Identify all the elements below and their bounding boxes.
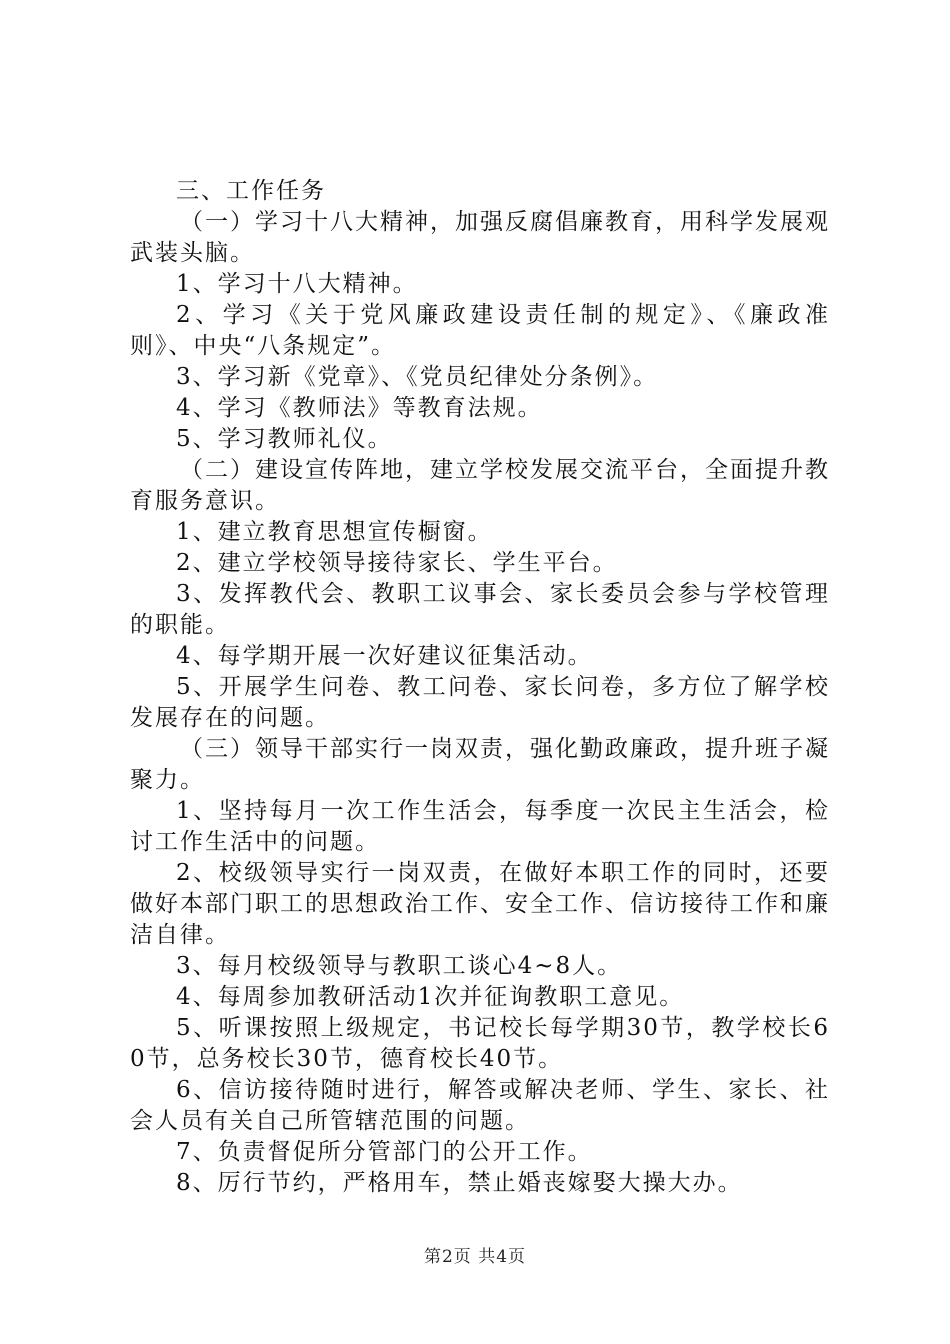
paragraph: 3、发挥教代会、教职工议事会、家长委员会参与学校管理的职能。 (130, 581, 830, 638)
paragraph: 三、工作任务 (176, 178, 326, 204)
paragraph: 2、建立学校领导接待家长、学生平台。 (176, 550, 618, 576)
paragraph: 1、学习十八大精神。 (176, 271, 418, 297)
paragraph: （二）建设宣传阵地，建立学校发展交流平台，全面提升教育服务意识。 (130, 457, 830, 514)
paragraph: 1、坚持每月一次工作生活会，每季度一次民主生活会，检讨工作生活中的问题。 (130, 798, 830, 855)
paragraph: 2、校级领导实行一岗双责，在做好本职工作的同时，还要做好本部门职工的思想政治工作、安全工作、信访接待工作和廉洁自律。 (130, 860, 830, 948)
paragraph: 8、厉行节约，严格用车，禁止婚丧嫁娶大操大办。 (176, 1170, 743, 1196)
document-body (130, 176, 830, 1199)
paragraph: （一）学习十八大精神，加强反腐倡廉教育，用科学发展观武装头脑。 (130, 209, 830, 266)
paragraph: 4、学习《教师法》等教育法规。 (176, 395, 543, 421)
paragraph: 1、建立教育思想宣传橱窗。 (176, 519, 493, 545)
page-footer: 第2页 共4页 (423, 1247, 527, 1267)
paragraph: 5、学习教师礼仪。 (176, 426, 393, 452)
paragraph: 4、每周参加教研活动1次并征询教职工意见。 (176, 984, 685, 1010)
paragraph: 2、学习《关于党风廉政建设责任制的规定》、《廉政准则》、中央“八条规定”。 (130, 302, 830, 359)
paragraph: 4、每学期开展一次好建议征集活动。 (176, 643, 593, 669)
paragraph: （三）领导干部实行一岗双责，强化勤政廉政，提升班子凝聚力。 (130, 736, 830, 793)
paragraph: 5、听课按照上级规定，书记校长每学期30节，教学校长60节，总务校长30节，德育校长40节。 (130, 1015, 830, 1072)
paragraph: 3、每月校级领导与教职工谈心4~8人。 (176, 953, 623, 979)
paragraph: 6、信访接待随时进行，解答或解决老师、学生、家长、社会人员有关自己所管辖范围的问题。 (130, 1077, 830, 1134)
paragraph: 7、负责督促所分管部门的公开工作。 (176, 1139, 593, 1165)
paragraph: 5、开展学生问卷、教工问卷、家长问卷，多方位了解学校发展存在的问题。 (130, 674, 830, 731)
paragraph: 3、学习新《党章》、《党员纪律处分条例》。 (176, 364, 659, 390)
